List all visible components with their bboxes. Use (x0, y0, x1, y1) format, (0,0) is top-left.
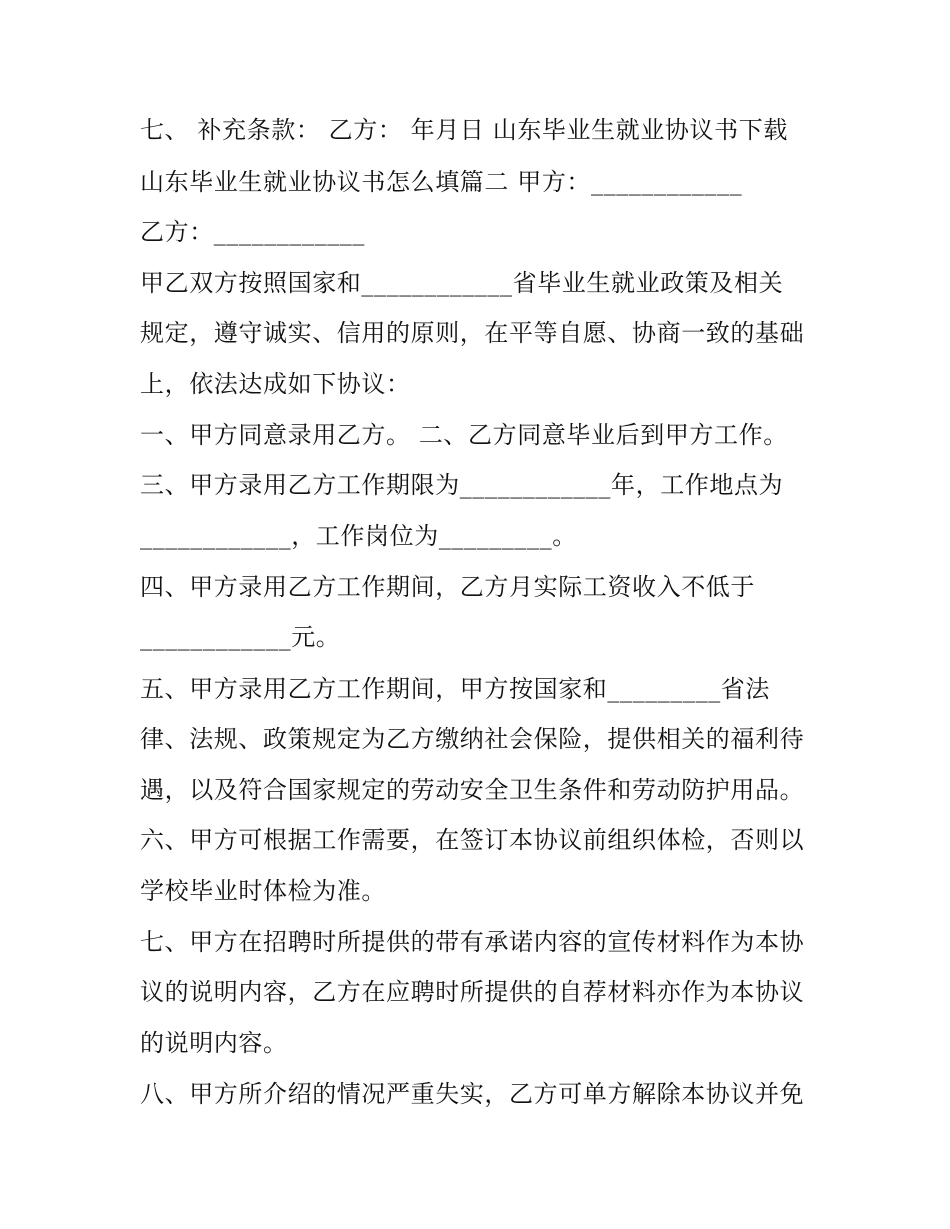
text-line: 六、甲方可根据工作需要，在签订本协议前组织体检，否则以 (140, 826, 805, 854)
text-line: 律、法规、政策规定为乙方缴纳社会保险，提供相关的福利待 (140, 725, 805, 753)
text-line: 乙方：____________ (140, 218, 365, 246)
text-line: 七、甲方在招聘时所提供的带有承诺内容的宣传材料作为本协 (140, 928, 805, 956)
text-line: 的说明内容。 (140, 1029, 288, 1057)
text-line: 甲乙双方按照国家和____________省毕业生就业政策及相关 (140, 269, 784, 297)
text-line: 四、甲方录用乙方工作期间，乙方月实际工资收入不低于 (140, 573, 755, 601)
text-line: 五、甲方录用乙方工作期间，甲方按国家和_________省法 (140, 675, 770, 703)
text-line: 规定，遵守诚实、信用的原则，在平等自愿、协商一致的基础 (140, 319, 805, 347)
text-line: 遇，以及符合国家规定的劳动安全卫生条件和劳动防护用品。 (140, 776, 805, 804)
text-line: 三、甲方录用乙方工作期限为____________年，工作地点为 (140, 471, 784, 499)
text-line: 山东毕业生就业协议书怎么填篇二 甲方：____________ (140, 168, 743, 196)
text-line: ____________，工作岗位为_________。 (140, 522, 577, 550)
text-line: 上，依法达成如下协议： (140, 370, 411, 398)
text-line: 学校毕业时体检为准。 (140, 877, 386, 905)
text-line: ____________元。 (140, 623, 341, 651)
text-line: 八、甲方所介绍的情况严重失实，乙方可单方解除本协议并免 (140, 1080, 805, 1108)
text-line: 一、甲方同意录用乙方。 二、乙方同意毕业后到甲方工作。 (140, 421, 788, 449)
text-line: 七、 补充条款： 乙方： 年月日 山东毕业生就业协议书下载 (140, 116, 788, 144)
text-line: 议的说明内容，乙方在应聘时所提供的自荐材料亦作为本协议 (140, 978, 805, 1006)
